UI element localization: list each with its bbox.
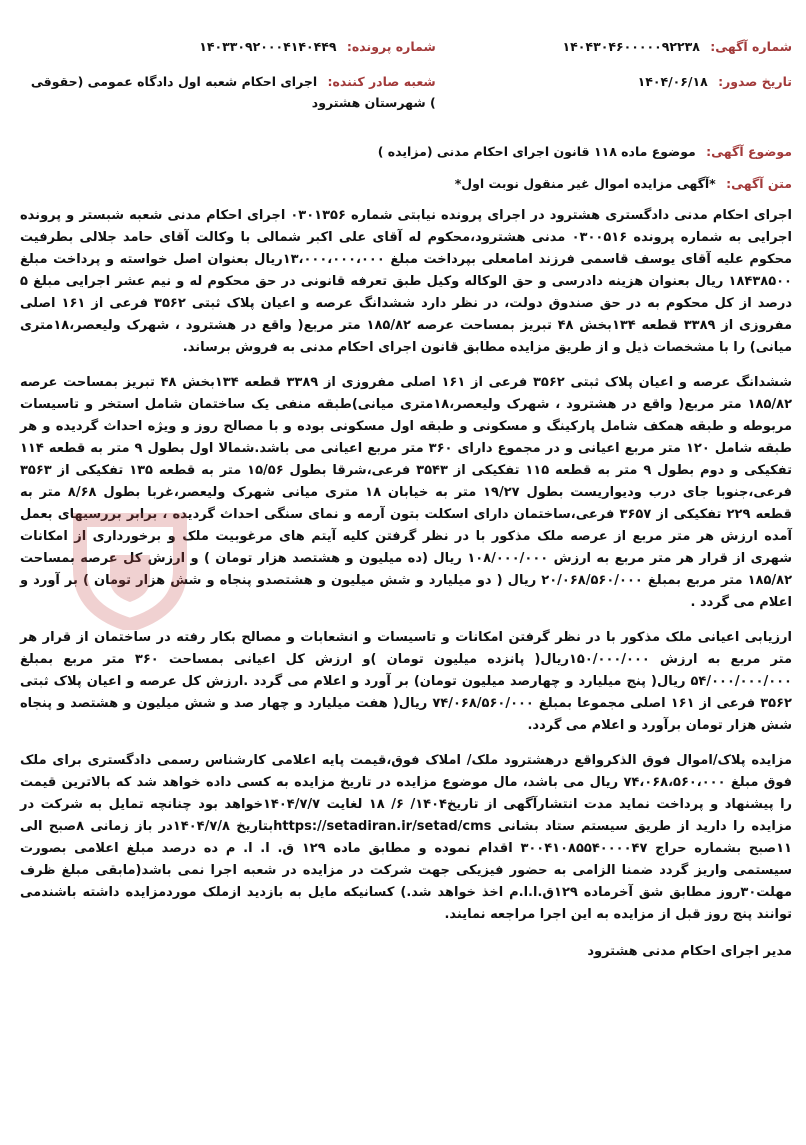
header-row-2 — [20, 71, 792, 113]
issue-date-label: تاریخ صدور: — [718, 74, 792, 89]
subject-value: موضوع ماده ۱۱۸ قانون اجرای احکام مدنی (مزایده ) — [377, 144, 696, 159]
issue-date — [436, 71, 792, 92]
ad-text-value: *آگهی مزایده اموال غیر منقول نوبت اول* — [454, 176, 716, 191]
issue-date-value: ۱۴۰۴/۰۶/۱۸ — [637, 74, 708, 89]
header-row-1 — [20, 36, 792, 57]
paragraph-2: ششدانگ عرصه و اعیان پلاک ثبتی ۳۵۶۲ فرعی از ۱۶۱ اصلی مفروزی از ۳۳۸۹ قطعه ۱۳۴بخش ۴۸ تبریز بمساحت عرصه ۱۸۵/۸۲ متر مربع( واقع در هشترود ، شهرک ولیعصر،۱۸متری میانی)طبقه منفی یک ساختمان شامل استخر و تاسیسات مربوطه و طبقه همکف شامل پارکینگ و مسکونی و طبقه اول مسکونی بوده و با مصالح روز و ویژه احداث گردیده و هر طبقه شامل ۱۲۰ متر مربع اعیانی و در مجموع دارای ۳۶۰ متر مربع اعیانی می باشد.شمالا اول بطول ۹ متر به قطعه ۱۱۴ تفکیکی و دوم بطول ۹ متر به قطعه ۱۱۵ تفکیکی از ۳۵۴۳ فرعی،شرقا بطول ۱۵/۵۶ متر به قطعه ۱۳۵ تفکیکی از ۳۵۶۳ فرعی،جنوبا جای درب ودیواریست بطول ۱۹/۲۷ متر به خیابان ۱۸ متری میانی شهرک ولیعصر،غربا بطول ۸/۶۸ متر به قطعه ۲۲۹ تفکیکی از ۳۶۵۷ فرعی،ساختمان دارای اسکلت بتون آرمه و نمای سنگی احداث گردیده ، برابر بررسیهای بعمل آمده ارزش هر متر مربع از عرصه ملک مذکور با در نظر گرفتن کلیه آیتم های مرغوبیت ملک و برخورداری از امکانات شهری از قرار هر متر مربع به ارزش ۱۰۸/۰۰۰/۰۰۰ ریال (ده میلیون و هشتصد هزار تومان ) و ارزش کل عرصه بمساحت ۱۸۵/۸۲ متر مربع بمبلغ ۲۰/۰۶۸/۵۶۰/۰۰۰ ریال ( دو میلیارد و شش میلیون و هشتصدو پنجاه و شش هزار تومان ) بر آورد و اعلام می گردد . — [20, 375, 792, 610]
issuer — [20, 71, 436, 113]
paragraph-1: اجرای احکام مدنی دادگستری هشترود در اجرای پرونده نیابتی شماره ۰۳۰۱۳۵۶ اجرای احکام مدنی شعبه شبستر و پرونده اجرایی به شماره پرونده ۰۳۰۰۵۱۶ مدنی هشترود،محکوم له آقای علی اکبر شمالی با وکالت آقای حامد جلالی بطرفیت محکوم علیه آقای یوسف قاسمی فرزند امامعلی بپرداخت مبلغ ۱۳،۰۰۰،۰۰۰،۰۰۰ریال بعنوان اصل خواسته و پرداخت مبلغ ۱۸۴۳۸۵۰۰ ریال بعنوان هزینه دادرسی و حق الوکاله وکیل طبق تعرفه قانونی در حق محکوم له و نیم عشر اجرایی مبلغ ۵ درصد از کل محکوم به در حق صندوق دولت، در نظر دارد ششدانگ عرصه و اعیان پلاک ثبتی ۳۵۶۲ فرعی از ۱۶۱ اصلی مفروزی از ۳۳۸۹ قطعه ۱۳۴بخش ۴۸ تبریز بمساحت عرصه ۱۸۵/۸۲ متر مربع( واقع در هشترود ، شهرک ولیعصر،۱۸متری میانی) را با مشخصات ذیل و از طریق مزایده مطابق قانون اجرای احکام مدنی به فروش برساند. — [20, 208, 793, 355]
paragraph-3: ارزیابی اعیانی ملک مذکور با در نظر گرفتن امکانات و تاسیسات و انشعابات و مصالح بکار رفته در ساختمان از قرار هر متر مربع به ارزش ۱۵۰/۰۰۰/۰۰۰ریال( پانزده میلیون تومان )و ارزش کل اعیانی بمساحت ۳۶۰ متر مربع بمبلغ ۵۴/۰۰۰/۰۰۰/۰۰۰ ریال( پنج میلیارد و چهارصد میلیون تومان) بر آورد و اعلام می گردد .ارزش کل عرصه و اعیان پلاک ثبتی ۳۵۶۲ فرعی از ۱۶۱ اصلی مجموعا بمبلغ ۷۴/۰۶۸/۵۶۰/۰۰۰ ریال( هفت میلیارد و چهار صد و شش میلیون و هشتصد و پنجاه شش هزار تومان برآورد و اعلام می گردد. — [20, 630, 792, 733]
paragraph-4: مزایده پلاک/اموال فوق الذکرواقع درهشترود ملک/ املاک فوق،قیمت پایه اعلامی کارشناس رسمی دادگستری برای ملک فوق مبلغ ۷۴،۰۶۸،۵۶۰،۰۰۰ ریال می باشد، مال موضوع مزایده در تاریخ مزایده به کسی داده خواهد شد که بالاترین قیمت را پیشنهاد و پرداخت نماید مدت انتشارآگهی از تاریخ۱۴۰۴/ ۶/ ۱۸ لغایت ۱۴۰۴/۷/۷خواهد بود چنانچه تمایل به شرکت در مزایده را دارید از طریق سیستم ستاد بشانی https://setadiran.ir/setad/cmsبتاریخ ۱۴۰۴/۷/۸در باز زمانی ۸صبح الی ۱۱صبح بشماره حراج ۳۰۰۴۱۰۸۵۵۴۰۰۰۰۴۷ اقدام نموده و مطابق ماده ۱۲۹ ق. ا. ا. م ده درصد مبلغ اعلامی بصورت سیستمی واریز گردد ضمنا الزامی به حضور فیزیکی جهت شرکت در مزایده در شعبه اجرا نمی باشد(مابقی مبلغ ظرف مهلت۳۰روز مطابق شق آخرماده ۱۲۹ق.ا.ا.م اخذ خواهد شد.) کسانیکه مایل به بازدید ازملک موردمزایده داشته باشندمی توانند پنج روز قبل از مزایده به این اجرا مراجعه نمایند. — [20, 753, 793, 922]
watermark-logo-icon — [60, 500, 200, 630]
ad-text-label: متن آگهی: — [726, 176, 792, 191]
ad-number-label: شماره آگهی: — [710, 39, 792, 54]
case-number-value: ۱۴۰۳۳۰۹۲۰۰۰۴۱۴۰۴۴۹ — [199, 39, 337, 54]
subject-label: موضوع آگهی: — [706, 144, 792, 159]
signature: مدیر اجرای احکام مدنی هشترود — [587, 944, 792, 959]
ad-number — [436, 36, 792, 57]
issuer-label: شعبه صادر کننده: — [327, 74, 436, 89]
ad-number-value: ۱۴۰۴۳۰۴۶۰۰۰۰۰۹۲۲۳۸ — [562, 39, 700, 54]
case-number-label: شماره پرونده: — [346, 39, 436, 54]
subject — [20, 141, 792, 163]
ad-text — [20, 173, 792, 195]
case-number — [20, 36, 436, 57]
issuer-value: اجرای احکام شعبه اول دادگاه عمومی (حقوقی ) شهرستان هشترود — [30, 74, 436, 110]
